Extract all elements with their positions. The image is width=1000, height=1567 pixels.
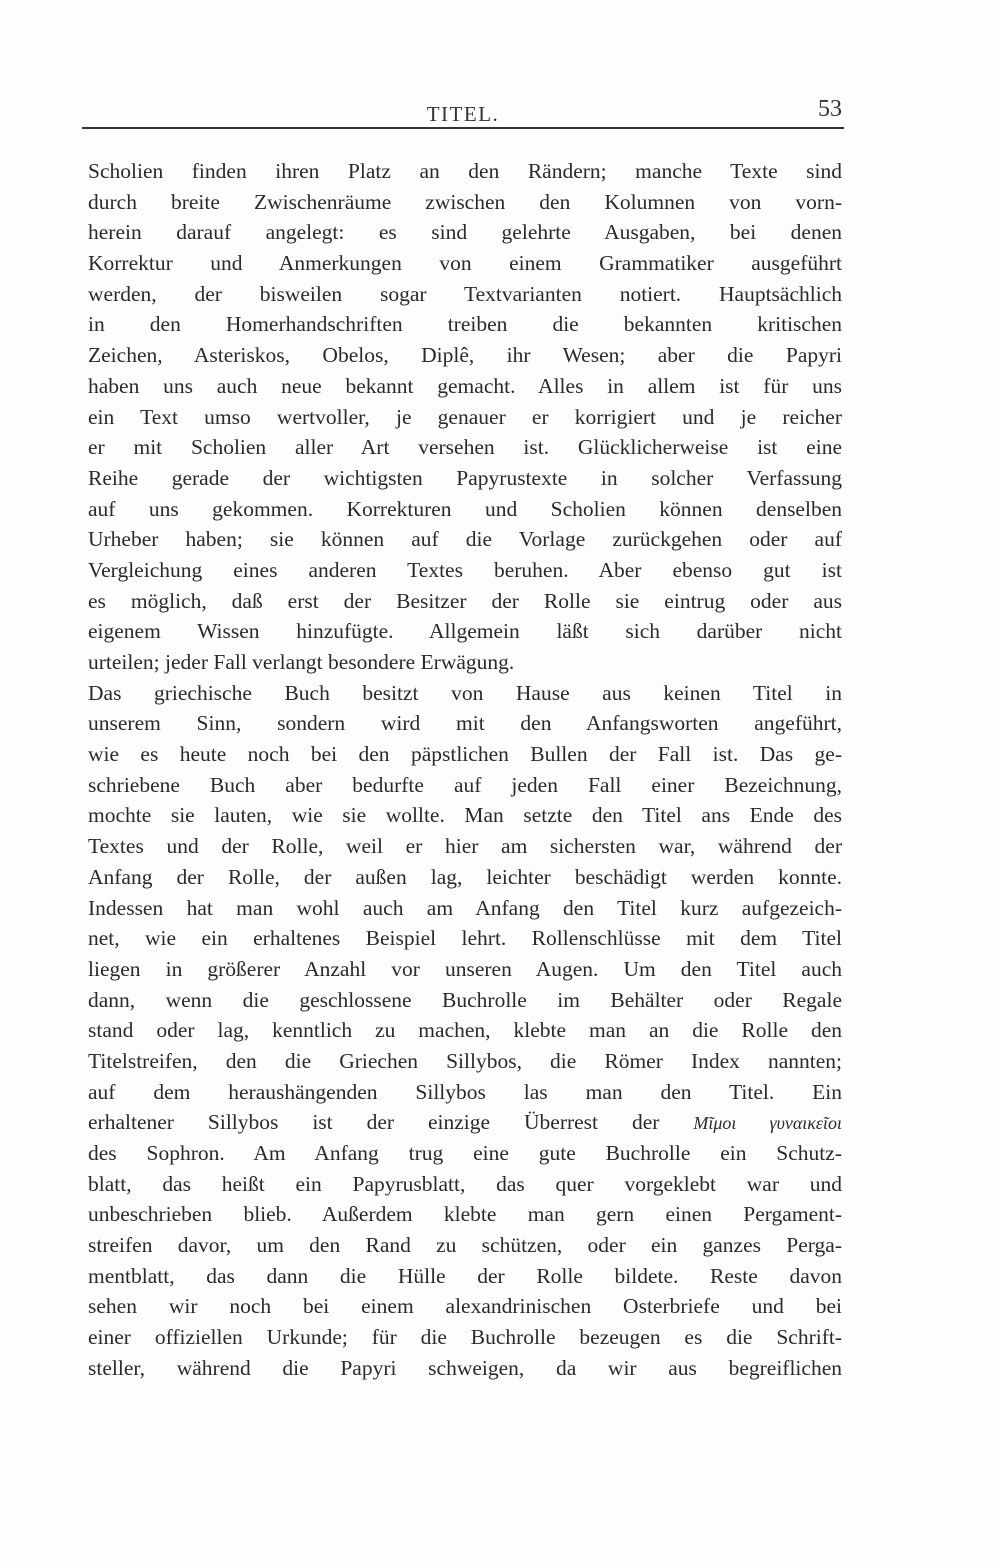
text-line: Textes und der Rolle, weil er hier am sichersten war, während der (88, 834, 842, 859)
header-rule (82, 127, 844, 129)
running-title: TITEL. (426, 102, 500, 126)
text-line: er mit Scholien aller Art versehen ist. Glücklicherweise ist eine (88, 435, 842, 460)
text-line: steller, während die Papyri schweigen, da wir aus begreiflichen (88, 1355, 842, 1380)
running-head (82, 96, 844, 128)
text-line: mochte sie lauten, wie sie wollte. Man setzte den Titel ans Ende des (88, 803, 842, 828)
text-line: es möglich, daß erst der Besitzer der Rolle sie eintrug oder aus (88, 588, 842, 613)
body-text (88, 156, 842, 1384)
text-line: stand oder lag, kenntlich zu machen, klebte man an die Rolle den (88, 1018, 842, 1043)
text-line: eigenem Wissen hinzufügte. Allgemein läßt sich darüber nicht (88, 619, 842, 644)
text-line: Scholien finden ihren Platz an den Rändern; manche Texte sind (88, 159, 842, 183)
text-line: Vergleichung eines anderen Textes beruhen. Aber ebenso gut ist (88, 557, 842, 582)
greek-title: Μῖμοι γυναικεῖοι (693, 1113, 843, 1134)
text-line: des Sophron. Am Anfang trug eine gute Buchrolle ein Schutz- (88, 1141, 842, 1165)
text-segment: erhaltener Sillybos ist der einzige Überrest der (88, 1110, 660, 1135)
text-line: Indessen hat man wohl auch am Anfang den Titel kurz aufgezeich- (88, 895, 842, 920)
text-line: Reihe gerade der wichtigsten Papyrustexte in solcher Verfassung (88, 465, 842, 490)
text-line: unbeschrieben blieb. Außerdem klebte man gern einen Pergament- (88, 1202, 842, 1227)
text-line: herein darauf angelegt: es sind gelehrte Ausgaben, bei denen (88, 220, 842, 245)
text-line: haben uns auch neue bekannt gemacht. Alles in allem ist für uns (88, 373, 842, 398)
text-line: liegen in größerer Anzahl vor unseren Augen. Um den Titel auch (88, 956, 842, 981)
text-line: Titelstreifen, den die Griechen Sillybos, die Römer Index nannten; (88, 1048, 842, 1073)
text-line: auf uns gekommen. Korrekturen und Scholien können denselben (88, 496, 842, 521)
text-line: werden, der bisweilen sogar Textvarianten notiert. Hauptsächlich (88, 281, 842, 306)
text-line: durch breite Zwischenräume zwischen den Kolumnen von vorn- (88, 189, 842, 214)
text-line: Anfang der Rolle, der außen lag, leichter beschädigt werden konnte. (88, 864, 842, 889)
text-line: net, wie ein erhaltenes Beispiel lehrt. Rollenschlüsse mit dem Titel (88, 926, 842, 951)
text-line: Korrektur und Anmerkungen von einem Grammatiker ausgeführt (88, 251, 842, 276)
text-line: Zeichen, Asteriskos, Obelos, Diplê, ihr Wesen; aber die Papyri (88, 343, 842, 368)
text-line: dann, wenn die geschlossene Buchrolle im Behälter oder Regale (88, 987, 842, 1012)
text-line: blatt, das heißt ein Papyrusblatt, das quer vorgeklebt war und (88, 1171, 842, 1196)
text-line: ein Text umso wertvoller, je genauer er korrigiert und je reicher (88, 404, 842, 429)
text-line: mentblatt, das dann die Hülle der Rolle bildete. Reste davon (88, 1263, 842, 1288)
text-line: sehen wir noch bei einem alexandrinischen Osterbriefe und bei (88, 1294, 842, 1319)
text-line: auf dem heraushängenden Sillybos las man den Titel. Ein (88, 1079, 842, 1104)
text-line: in den Homerhandschriften treiben die bekannten kritischen (88, 312, 842, 337)
text-line: schriebene Buch aber bedurfte auf jeden Fall einer Bezeichnung, (88, 772, 842, 797)
text-line-with-greek (88, 1107, 842, 1138)
text-line: unserem Sinn, sondern wird mit den Anfangsworten angeführt, (88, 711, 842, 736)
text-line: streifen davor, um den Rand zu schützen, oder ein ganzes Perga- (88, 1233, 842, 1258)
text-line: Urheber haben; sie können auf die Vorlage zurückgehen oder auf (88, 527, 842, 552)
text-line: Das griechische Buch besitzt von Hause aus keinen Titel in (88, 680, 842, 705)
page-number: 53 (818, 96, 842, 122)
text-line: wie es heute noch bei den päpstlichen Bullen der Fall ist. Das ge- (88, 742, 842, 767)
text-line: urteilen; jeder Fall verlangt besondere Erwägung. (88, 650, 515, 674)
text-line: einer offiziellen Urkunde; für die Buchrolle bezeugen es die Schrift- (88, 1325, 842, 1350)
